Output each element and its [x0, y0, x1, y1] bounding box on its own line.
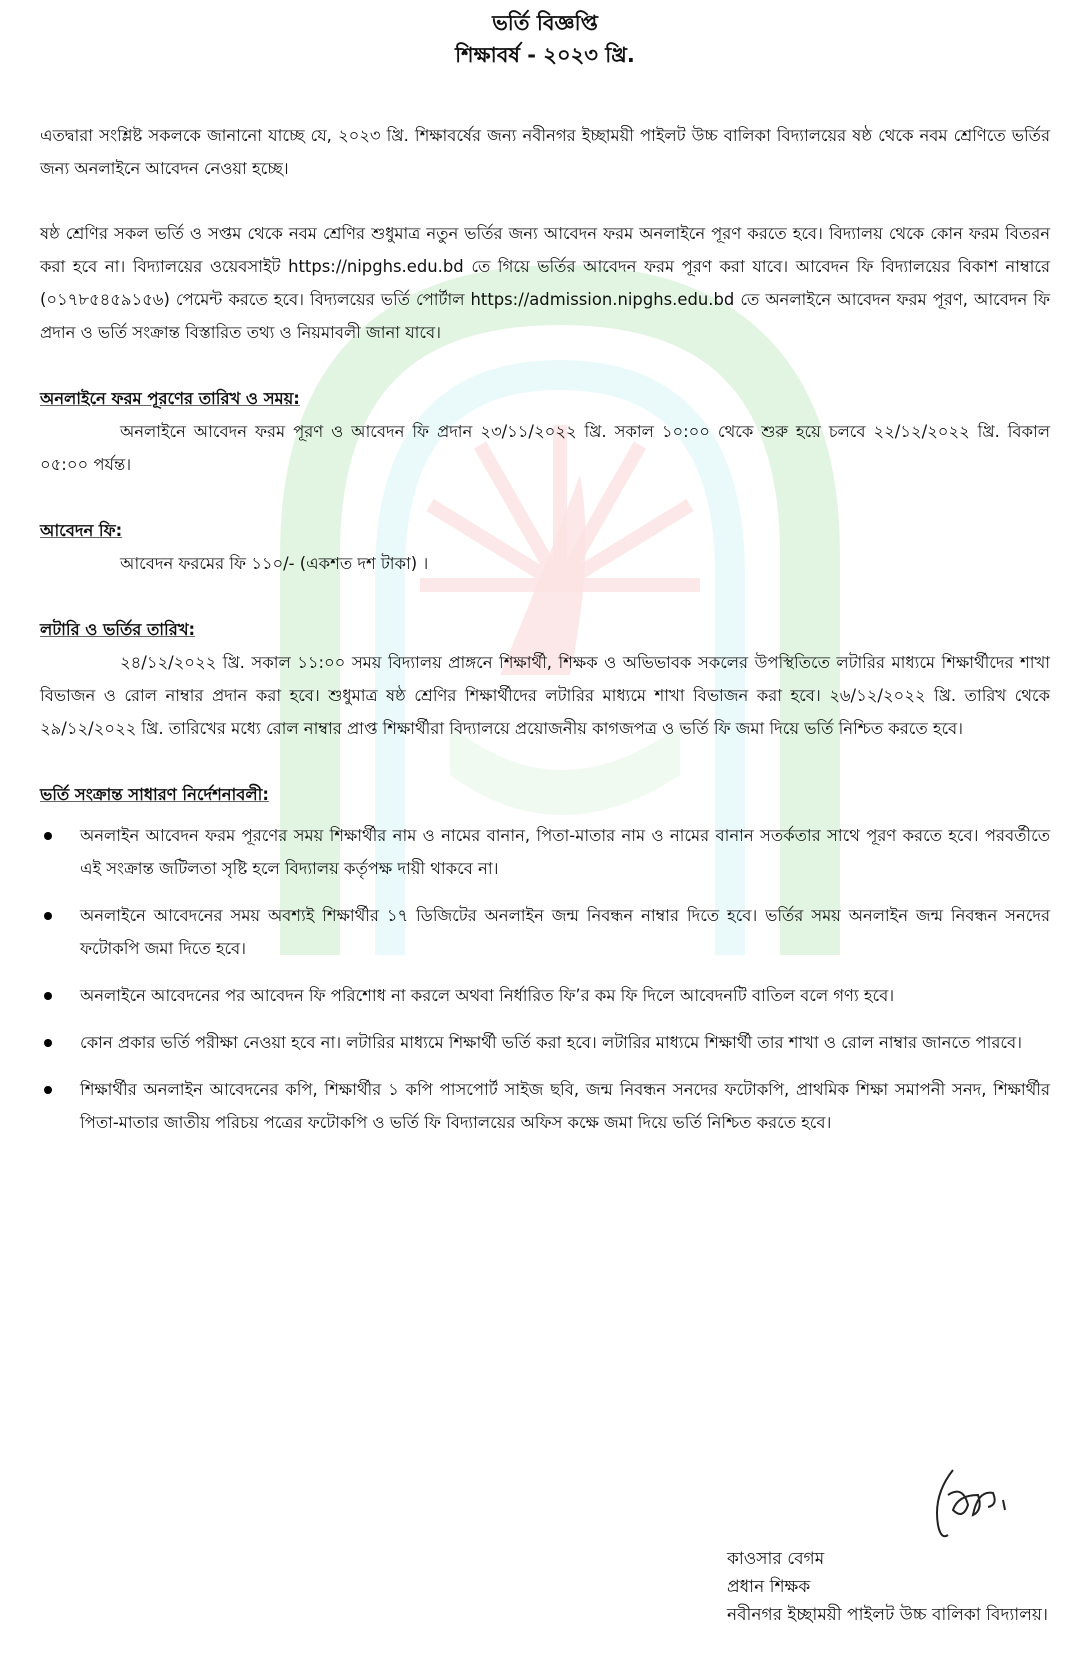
instruction-item — [40, 979, 1050, 1012]
notice-title: ভর্তি বিজ্ঞপ্তি — [492, 11, 598, 35]
handwritten-signature — [923, 1465, 1023, 1545]
instruction-text: শিক্ষার্থীর অনলাইন আবেদনের কপি, শিক্ষার্থীর ১ কপি পাসপোর্ট সাইজ ছবি, জন্ম নিবন্ধন সনদের ফটোকপি, প্রাথমিক শিক্ষা সমাপনী সনদ, শিক্ষার্থীর পিতা-মাতার জাতীয় পরিচয় পত্রের ফটোকপি ও ভর্তি ফি বিদ্যালয়ের অফিস কক্ষে জমা দিয়ে ভর্তি নিশ্চিত করতে হবে। — [80, 1080, 1050, 1132]
bullet-icon — [44, 912, 52, 920]
bullet-icon — [44, 832, 52, 840]
fee-heading: আবেদন ফি: — [40, 521, 123, 540]
instructions-heading: ভর্তি সংক্রান্ত সাধারণ নির্দেশনাবলী: — [40, 785, 269, 804]
signature-block — [727, 1465, 1048, 1629]
signatory-institution: নবীনগর ইচ্ছাময়ী পাইলট উচ্চ বালিকা বিদ্যালয়। — [726, 1605, 1048, 1625]
instruction-item — [40, 819, 1050, 885]
instruction-text: অনলাইনে আবেদনের সময় অবশ্যই শিক্ষার্থীর ১৭ ডিজিটের অনলাইন জন্ম নিবন্ধন নাম্বার দিতে হবে। ভর্তির সময় অনলাইন জন্ম নিবন্ধন সনদের ফটোকপি জমা দিতে হবে। — [80, 906, 1050, 958]
online-dates-text: অনলাইনে আবেদন ফরম পূরণ ও আবেদন ফি প্রদান ২৩/১১/২০২২ খ্রি. সকাল ১০:০০ থেকে শুরু হয়ে চলবে ২২/১২/২০২২ খ্রি. বিকাল ০৫:০০ পর্যন্ত। — [40, 422, 1050, 474]
lottery-heading: লটারি ও ভর্তির তারিখ: — [40, 620, 196, 639]
details-text-1: ষষ্ঠ শ্রেণির সকল ভর্তি ও সপ্তম থেকে নবম শ্রেণির শুধুমাত্র নতুন ভর্তির জন্য আবেদন ফরম অনলাইনে পূরণ করতে হবে। বিদ্যালয় থেকে কোন ফরম বিতরন করা হবে না। বিদ্যালয়ের ওয়েবসাইট — [40, 224, 1050, 276]
bullet-icon — [44, 992, 52, 1000]
instructions-list — [40, 819, 1050, 1139]
instruction-text: অনলাইন আবেদন ফরম পূরণের সময় শিক্ষার্থীর নাম ও নামের বানান, পিতা-মাতার নাম ও নামের বানান সতর্কতার সাথে পূরণ করতে হবে। পরবর্তীতে এই সংক্রান্ত জটিলতা সৃষ্টি হলে বিদ্যালয় কর্তৃপক্ষ দায়ী থাকবে না। — [80, 826, 1050, 878]
instruction-text: অনলাইনে আবেদনের পর আবেদন ফি পরিশোধ না করলে অথবা নির্ধারিত ফি’র কম ফি দিলে আবেদনটি বাতিল বলে গণ্য হবে। — [80, 986, 895, 1005]
online-dates-heading: অনলাইনে ফরম পূরণের তারিখ ও সময়: — [40, 389, 300, 408]
portal-link[interactable]: https://admission.nipghs.edu.bd — [470, 290, 735, 309]
website-link[interactable]: https://nipghs.edu.bd — [288, 257, 464, 276]
instruction-item — [40, 1026, 1050, 1059]
instruction-text: কোন প্রকার ভর্তি পরীক্ষা নেওয়া হবে না। লটারির মাধ্যমে শিক্ষার্থী ভর্তি করা হবে। লটারির মাধ্যমে শিক্ষার্থী তার শাখা ও রোল নাম্বার জানতে পারবে। — [80, 1033, 1022, 1052]
signatory-name: কাওসার বেগম — [726, 1549, 825, 1569]
bullet-icon — [44, 1086, 52, 1094]
details-text-2: তে গিয়ে ভর্তির আবেদন ফরম পূরণ করা যাবে। আবেদন ফি বিদ্যালয়ের বিকাশ নাম্বারে (০১৭৮৫৪৫৯১৫৬) পেমেন্ট করতে হবে। বিদ্যলয়ের ভর্তি পোর্টাল — [40, 257, 1050, 309]
signatory-designation: প্রধান শিক্ষক — [726, 1577, 811, 1597]
notice-subtitle: শিক্ষাবর্ষ - ২০২৩ খ্রি. — [455, 43, 635, 67]
details-paragraph — [40, 217, 1050, 349]
lottery-text: ২৪/১২/২০২২ খ্রি. সকাল ১১:০০ সময় বিদ্যালয় প্রাঙ্গনে শিক্ষার্থী, শিক্ষক ও অভিভাবক সকলের উপস্থিতিতে লটারির মাধ্যমে শিক্ষার্থীদের শাখা বিভাজন ও রোল নাম্বার প্রদান করা হবে। শুধুমাত্র ষষ্ঠ শ্রেণির শিক্ষার্থীদের লটারির মাধ্যমে শাখা বিভাজন করা হবে। ২৬/১২/২০২২ খ্রি. তারিখ থেকে ২৯/১২/২০২২ খ্রি. তারিখের মধ্যে রোল নাম্বার প্রাপ্ত শিক্ষার্থীরা বিদ্যালয়ে প্রয়োজনীয় কাগজপত্র ও ভর্তি ফি জমা দিয়ে ভর্তি নিশ্চিত করতে হবে। — [40, 653, 1050, 738]
instruction-item — [40, 899, 1050, 965]
details-text-3: তে অনলাইনে আবেদন ফরম পূরণ, আবেদন ফি প্রদান ও ভর্তি সংক্রান্ত বিস্তারিত তথ্য ও নিয়মাবলী জানা যাবে। — [40, 290, 1050, 342]
fee-text: আবেদন ফরমের ফি ১১০/- (একশত দশ টাকা) । — [120, 554, 429, 573]
bullet-icon — [44, 1039, 52, 1047]
instruction-item — [40, 1073, 1050, 1139]
intro-paragraph: এতদ্বারা সংশ্লিষ্ট সকলকে জানানো যাচ্ছে যে, ২০২৩ খ্রি. শিক্ষাবর্ষের জন্য নবীনগর ইচ্ছাময়ী পাইলট উচ্চ বালিকা বিদ্যালয়ের ষষ্ঠ থেকে নবম শ্রেণিতে ভর্তির জন্য অনলাইনে আবেদন নেওয়া হচ্ছে। — [40, 126, 1050, 178]
